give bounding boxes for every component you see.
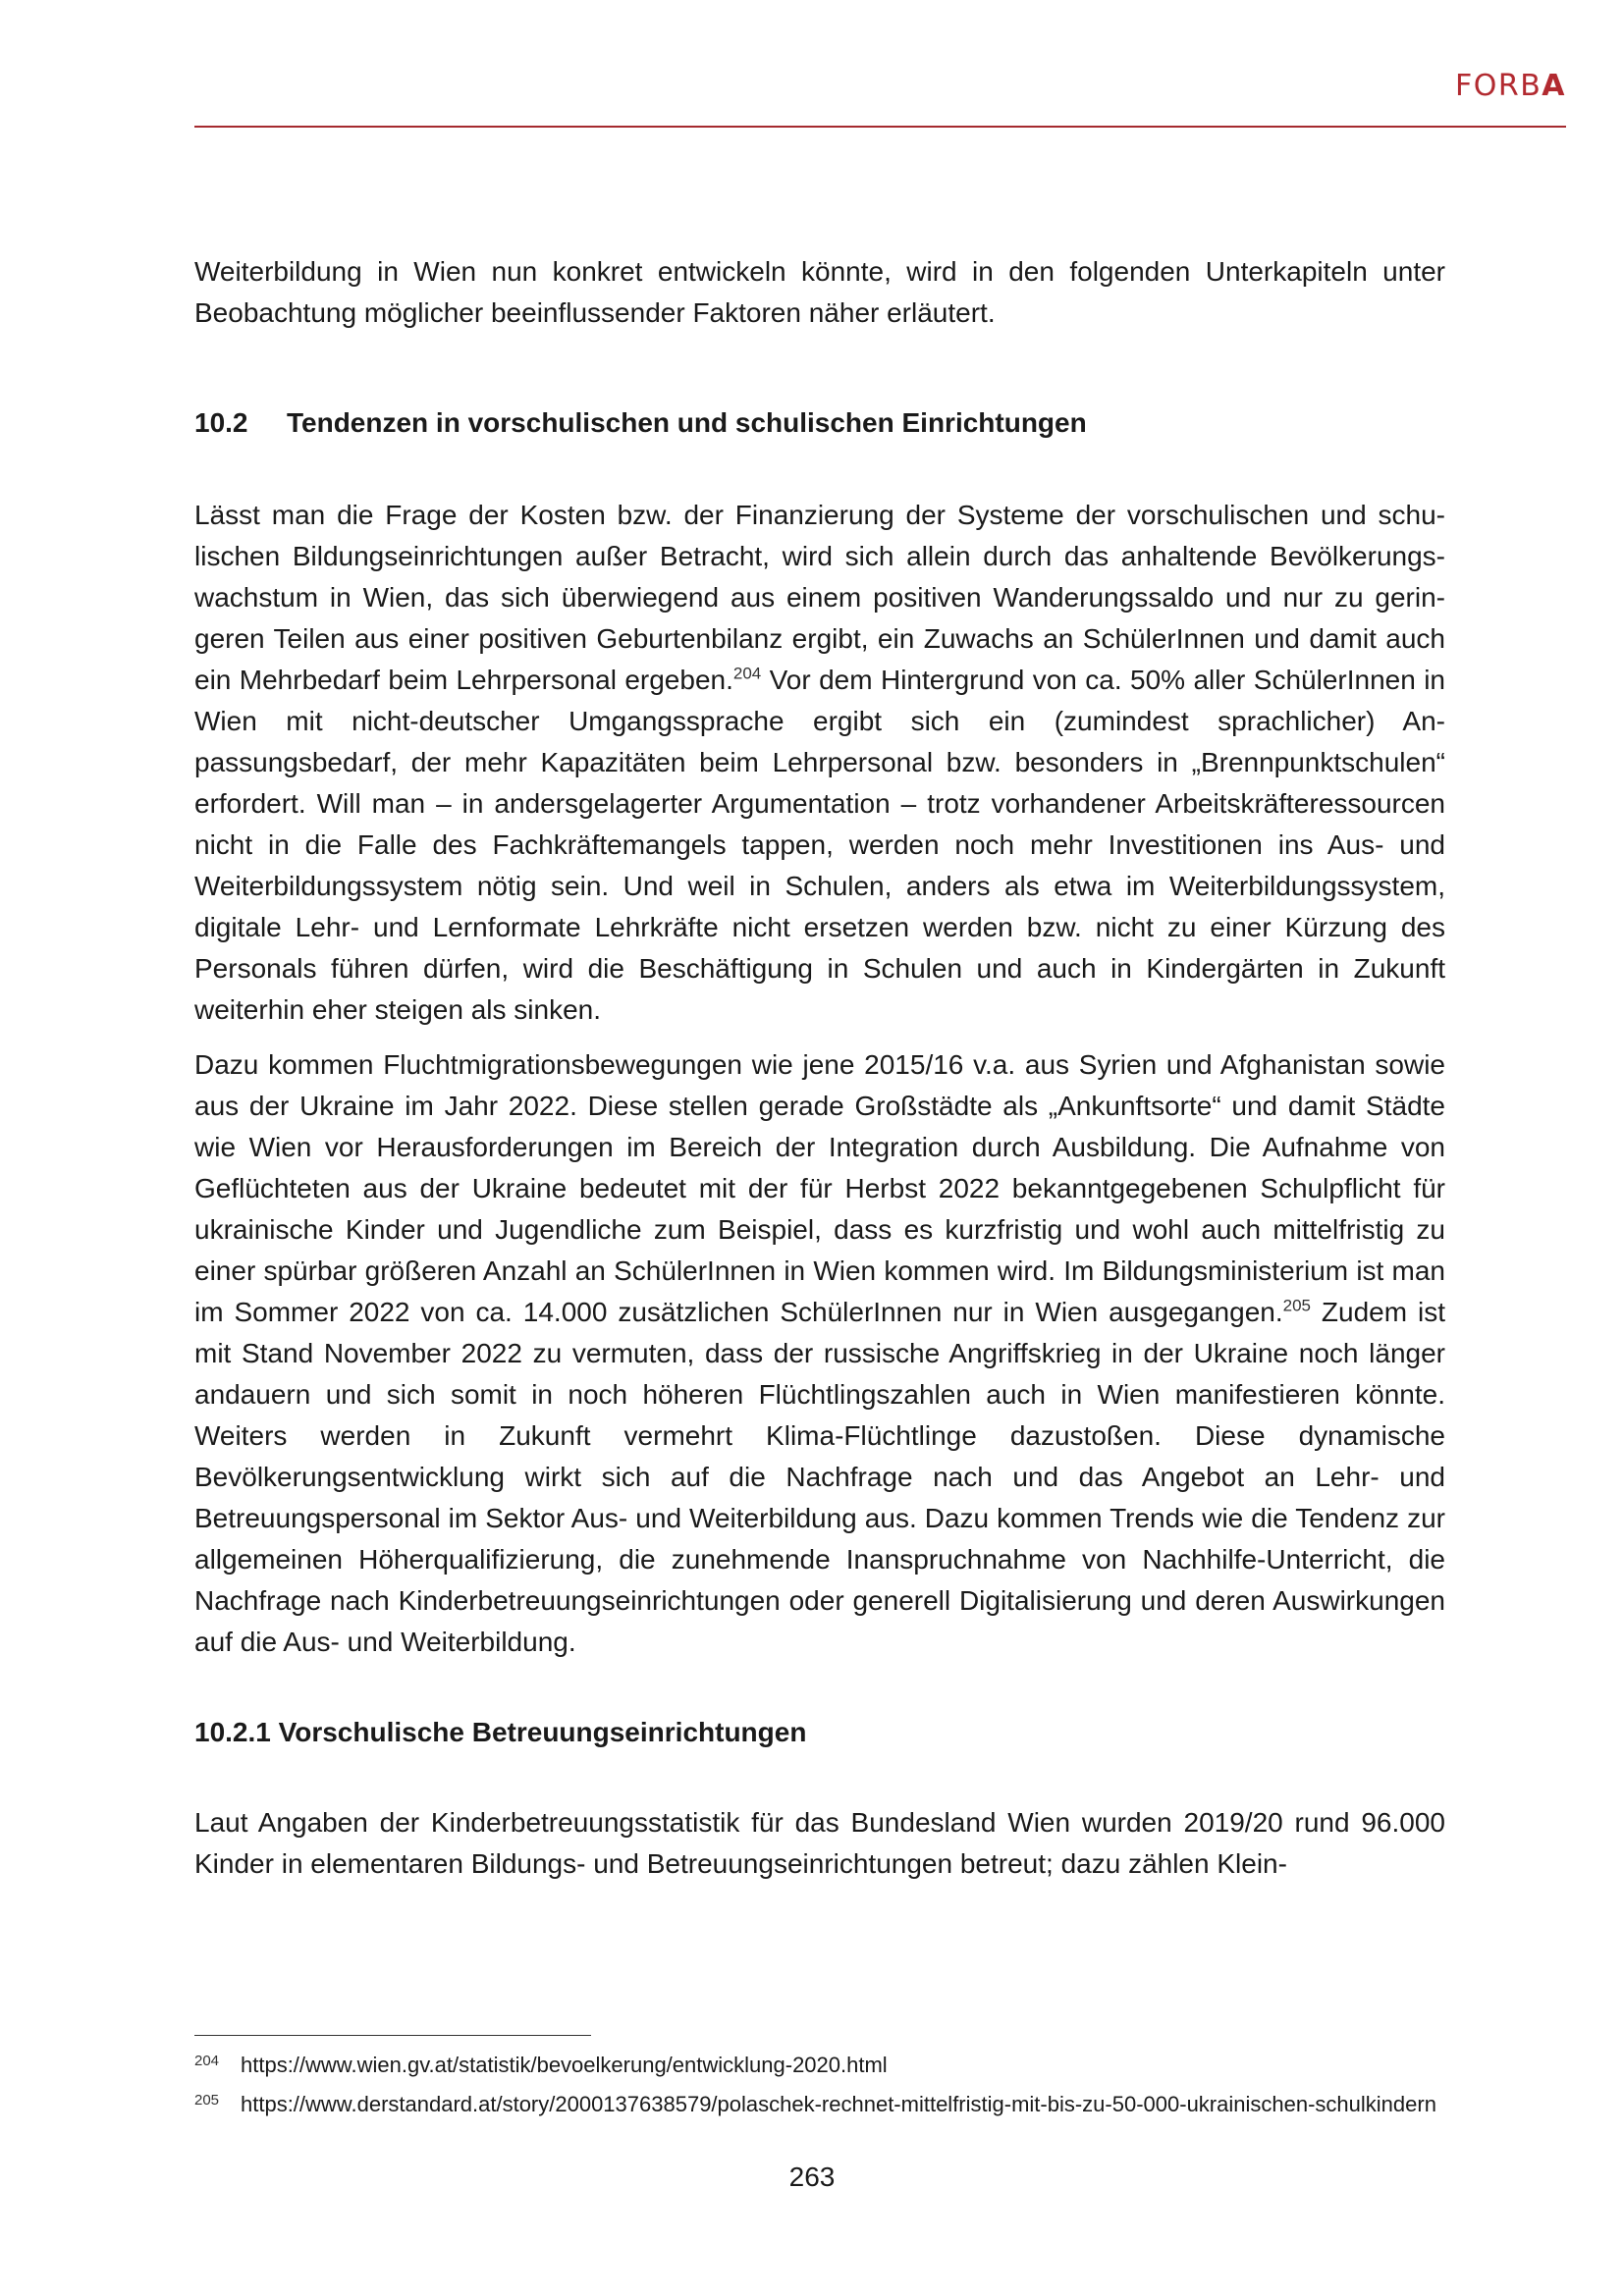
footnote-ref-204[interactable]: 204 [732,664,762,683]
page-content [194,251,1445,1898]
section-10-2-paragraph-1 [194,495,1445,1031]
footnote-divider [194,2035,591,2036]
subsection-10-2-1-paragraph-1: Laut Angaben der Kinderbetreuungsstatistik für das Bundesland Wien wurden 2019/20 rund 96.000 Kinder in elementaren Bildungs- und Betreuungseinrichtungen betreut; dazu zählen Klein- [194,1807,1445,1879]
footnote-number: 204 [194,2053,220,2069]
section-10-2-paragraph-2 [194,1044,1445,1663]
page-number: 263 [788,2162,836,2192]
section-heading-10-2 [194,402,1445,444]
logo-text-a: A [1542,69,1566,103]
paragraph-text: Vor dem Hintergrund von ca. 50% aller SchülerInnen in Wien mit nicht-deutscher Umgangssprache ergibt sich ein (zumindest sprachlicher) Anpassungsbedarf, der mehr Kapazitäten beim Lehrpersonal bzw. besonders in „Brennpunktschulen“ erfordert. Will man – in andersgelagerter Argumentation – trotz vorhandener Arbeitskräfteressourcen nicht in die Falle des Fachkräftemangels tappen, werden noch mehr Investitionen ins Aus- und Weiterbildungssystem nötig sein. Und weil in Schulen, anders als etwa im Weiterbildungssystem, digitale Lehr- und Lernformate Lehrkräfte nicht ersetzen werden bzw. nicht zu einer Kürzung des Personals führen dürfen, wird die Beschäftigung in Schulen und auch in Kindergärten in Zukunft weiterhin eher steigen als sinken. [194,665,1445,1025]
footnotes [194,2052,1445,2130]
header-divider [194,126,1566,128]
section-title: Tendenzen in vorschulischen und schulischen Einrichtungen [287,407,1087,438]
intro-paragraph: Weiterbildung in Wien nun konkret entwickeln könnte, wird in den folgenden Unterkapiteln unter Beobachtung möglicher beeinflussender Faktoren näher erläutert. [194,256,1445,328]
paragraph-text: Dazu kommen Fluchtmigrationsbewegungen wie jene 2015/16 v.a. aus Syrien und Afghanistan sowie aus der Ukraine im Jahr 2022. Diese stellen gerade Großstädte als „Ankunftsorte“ und damit Städte wie Wien vor Herausforderungen im Bereich der Integration durch Ausbildung. Die Aufnahme von Geflüchteten aus der Ukraine bedeutet mit der für Herbst 2022 bekanntgegebenen Schulpflicht für ukrainische Kinder und Jugendliche zum Beispiel, dass es kurzfristig und wohl auch mittelfristig zu einer spürbar größeren Anzahl an SchülerInnen in Wien kommen wird. Im Bildungsministerium ist man im Sommer 2022 von ca. 14.000 zusätzlichen SchülerInnen nur in Wien ausgegangen. [194,1049,1445,1327]
section-number: 10.2 [194,407,248,438]
logo-text-forb: FORB [1454,69,1543,103]
paragraph-text: Zudem ist mit Stand November 2022 zu vermuten, dass der russische Angriffskrieg in der Ukraine noch länger andauern und sich somit in noch höheren Flüchtlingszahlen auch in Wien manifestieren könnte. Weiters werden in Zukunft vermehrt Klima-Flüchtlinge dazustoßen. Diese dynamische Bevölkerungsentwicklung wirkt sich auf die Nachfrage nach und das Angebot an Lehr- und Betreuungspersonal im Sektor Aus- und Weiterbildung aus. Dazu kommen Trends wie die Tendenz zur allgemeinen Höherqualifizierung, die zunehmende Inanspruchnahme von Nachhilfe-Unterricht, die Nachfrage nach Kinderbetreuungseinrichtungen oder generell Digitalisierung und deren Auswirkungen auf die Aus- und Weiterbildung. [194,1297,1446,1657]
footnote-204 [194,2052,1445,2079]
subsection-heading-10-2-1: 10.2.1 Vorschulische Betreuungseinrichtungen [194,1717,807,1747]
forba-logo [1455,69,1566,103]
paragraph-text: Lässt man die Frage der Kosten bzw. der Finanzierung der Systeme der vorschulischen und schulischen Bildungseinrichtungen außer Betracht, wird sich allein durch das anhaltende Bevölkerungswachstum in Wien, das sich überwiegend aus einem positiven Wanderungssaldo und nur zu geringeren Teilen aus einer positiven Geburtenbilanz ergibt, ein Zuwachs an SchülerInnen und damit auch ein Mehrbedarf beim Lehrpersonal ergeben. [194,500,1445,695]
footnote-205 [194,2091,1445,2118]
footnote-link[interactable]: https://www.wien.gv.at/statistik/bevoelkerung/entwicklung-2020.html [241,2053,888,2077]
footnote-number: 205 [194,2092,220,2109]
footnote-link[interactable]: https://www.derstandard.at/story/2000137638579/polaschek-rechnet-mittelfristig-mit-bis-zu-50-000-ukrainischen-schulkindern [241,2092,1436,2116]
footnote-ref-205[interactable]: 205 [1282,1296,1311,1315]
